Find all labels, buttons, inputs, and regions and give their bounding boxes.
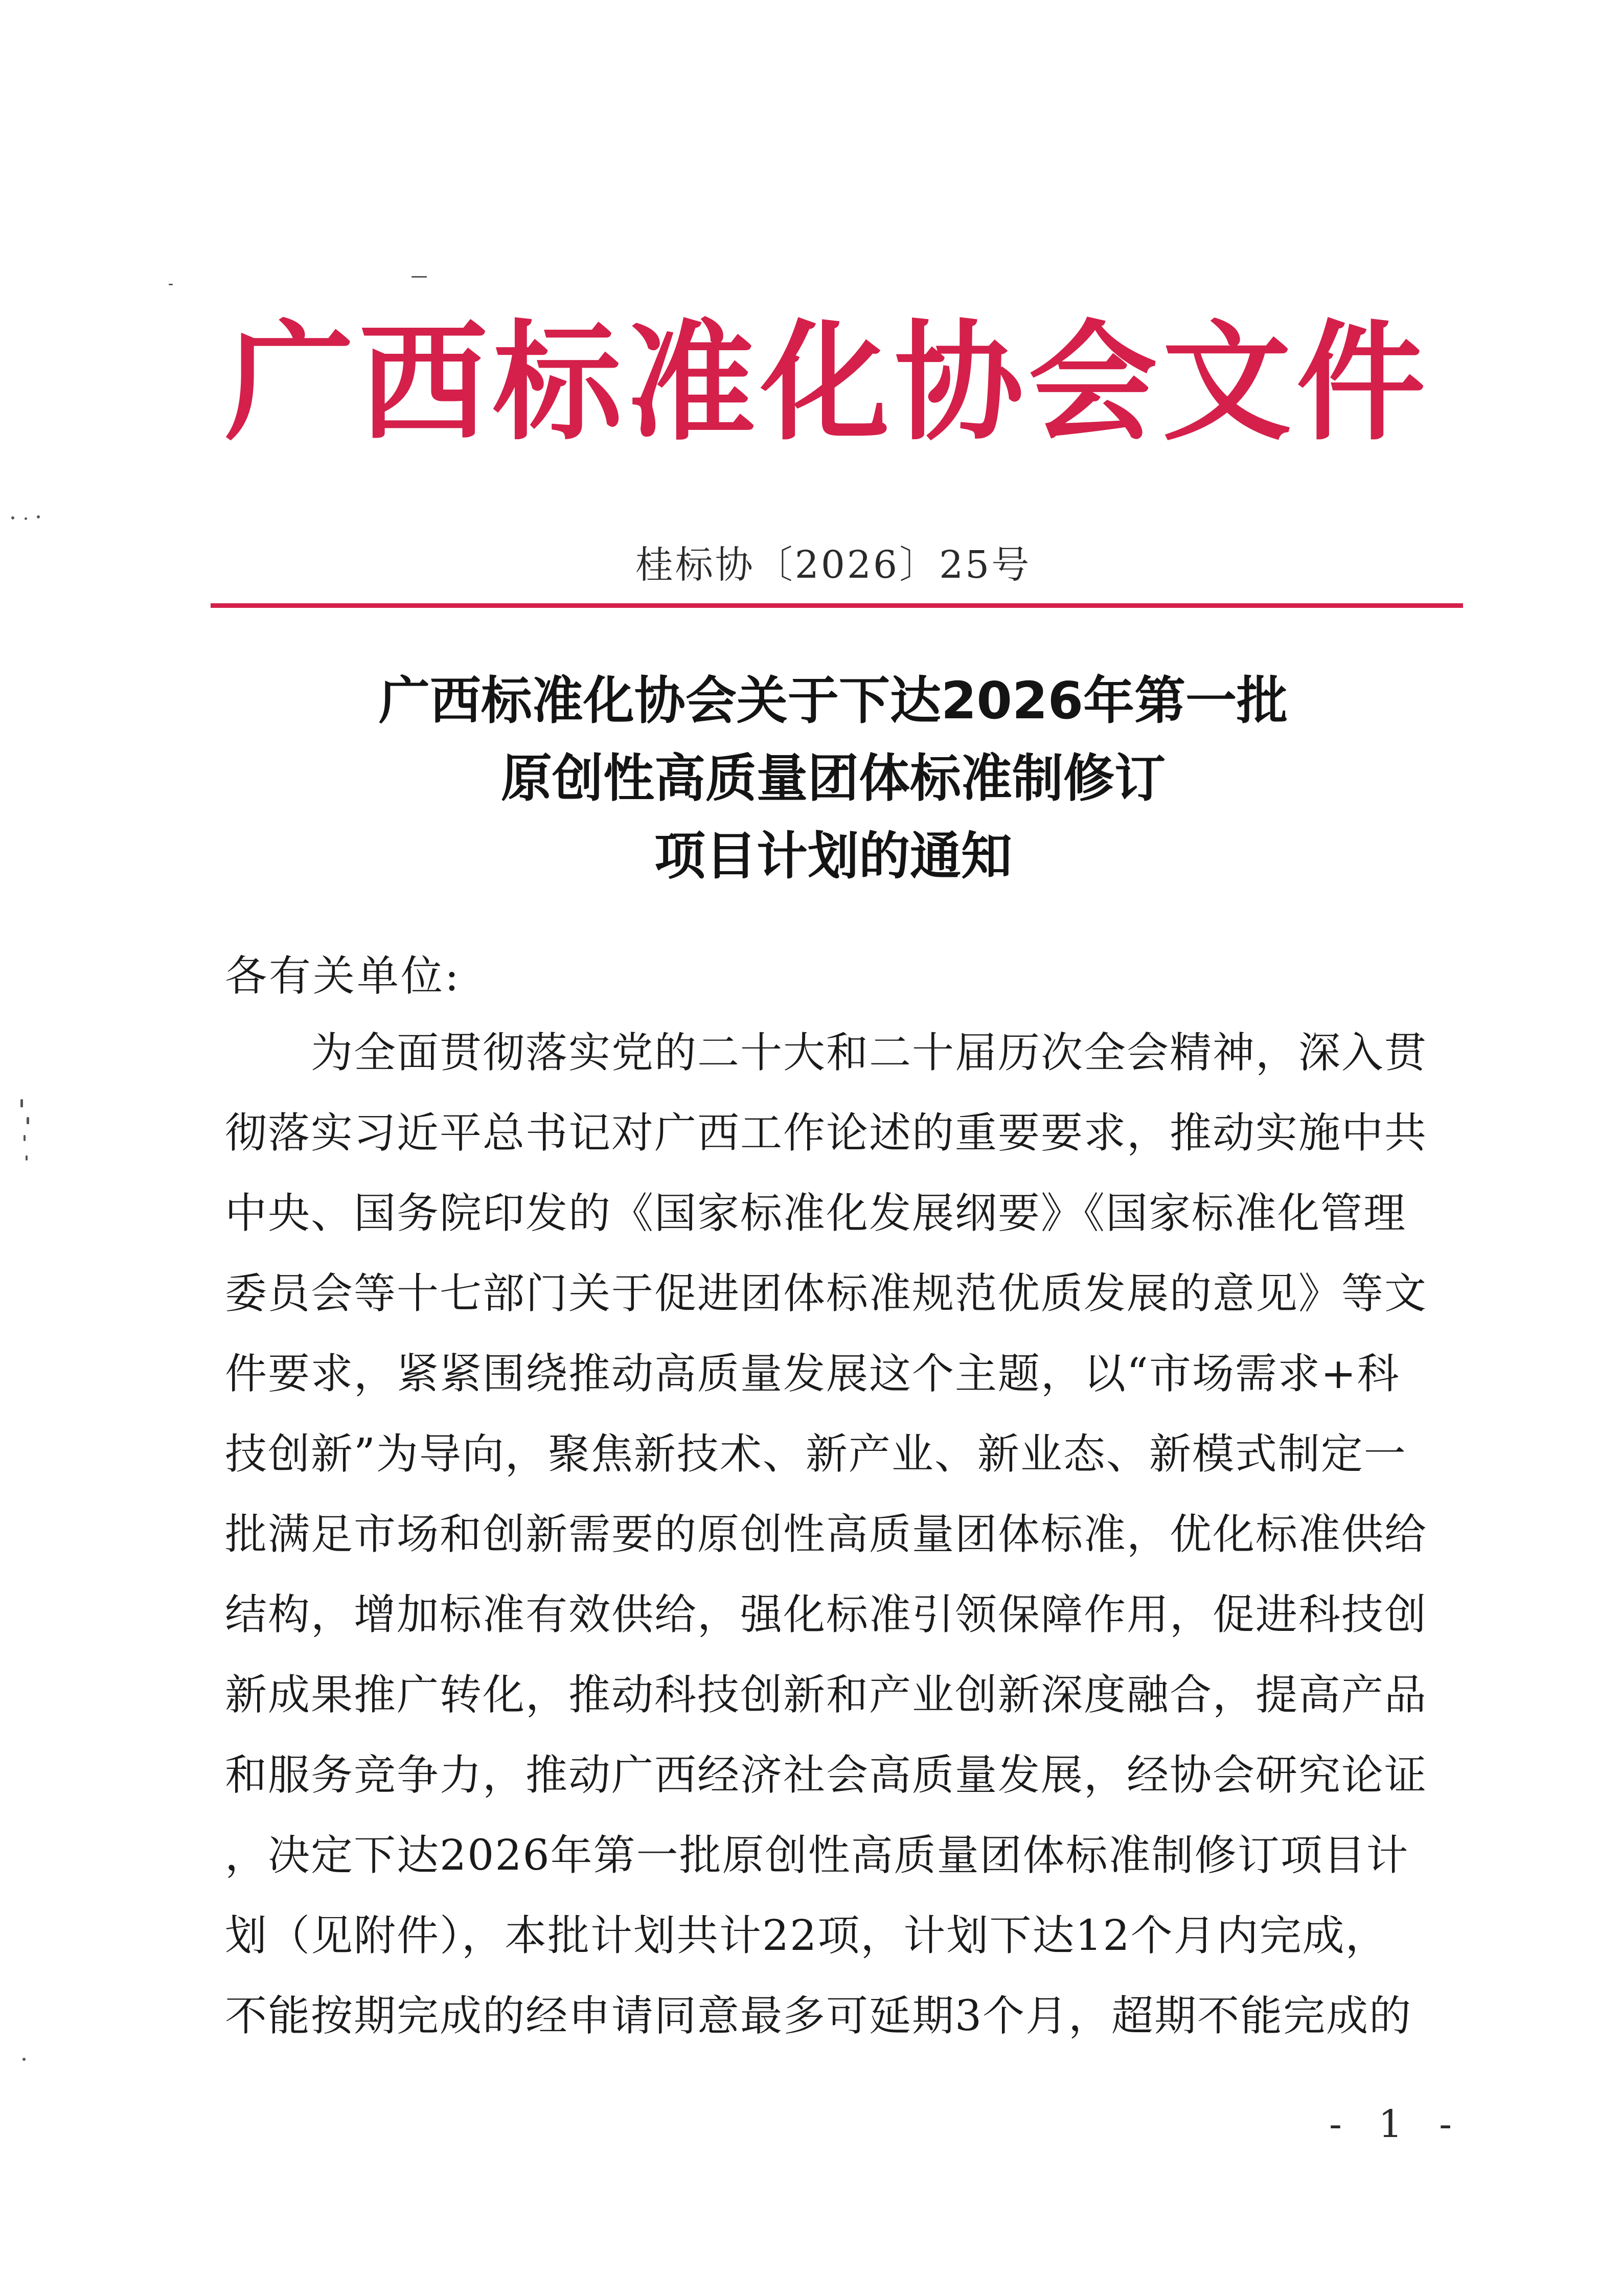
body-line: 委员会等十七部门关于促进团体标准规范优质发展的意见》等文 [225,1269,1428,1318]
scan-speck [26,1155,28,1161]
body-line: 彻落实习近平总书记对广西工作论述的重要要求，推动实施中共 [225,1109,1428,1157]
scan-speck [22,2058,26,2061]
notice-title [204,662,1462,895]
body-line: 批满足市场和创新需要的原创性高质量团体标准，优化标准供给 [225,1510,1428,1559]
title-line: 广西标准化协会关于下达2026年第一批 [378,671,1288,731]
body-line: 结构，增加标准有效供给，强化标准引领保障作用，促进科技创 [225,1590,1428,1639]
body-line: 件要求，紧紧围绕推动高质量发展这个主题，以“市场需求+科 [225,1350,1400,1398]
body-line: 和服务竞争力，推动广西经济社会高质量发展，经协会研究论证 [225,1751,1428,1800]
body-line: 技创新”为导向，聚焦新技术、新产业、新业态、新模式制定一 [225,1430,1407,1479]
scan-speck [27,1117,29,1124]
red-divider-line [211,603,1463,608]
body-line: ，决定下达2026年第一批原创性高质量团体标准制修订项目计 [225,1831,1409,1880]
body-paragraph [225,1025,1442,2068]
body-line: 中央、国务院印发的《国家标准化发展纲要》《国家标准化管理 [225,1189,1407,1238]
title-line: 原创性高质量团体标准制修订 [501,748,1166,808]
document-number: 桂标协〔2026〕25号 [635,543,1032,587]
salutation: 各有关单位: [225,952,461,1001]
body-line: 为全面贯彻落实党的二十大和二十届历次全会精神，深入贯 [225,1029,1428,1077]
body-line: 不能按期完成的经申请同意最多可延期3个月，超期不能完成的 [225,1992,1412,2040]
scan-speck [412,276,427,278]
title-line: 项目计划的通知 [654,826,1012,886]
scan-speck [169,284,173,285]
body-line: 划（见附件），本批计划共计22项，计划下达12个月内完成， [225,1912,1388,1960]
scan-speck [24,1135,26,1141]
letterhead-title: 广西标准化协会文件 [225,308,1431,458]
scan-speck [37,515,40,518]
body-line: 新成果推广转化，推动科技创新和产业创新深度融合，提高产品 [225,1671,1428,1719]
scan-speck [11,516,14,519]
scan-speck [20,1099,23,1107]
page-number: - 1 - [1329,2102,1465,2146]
scan-speck [25,517,27,520]
